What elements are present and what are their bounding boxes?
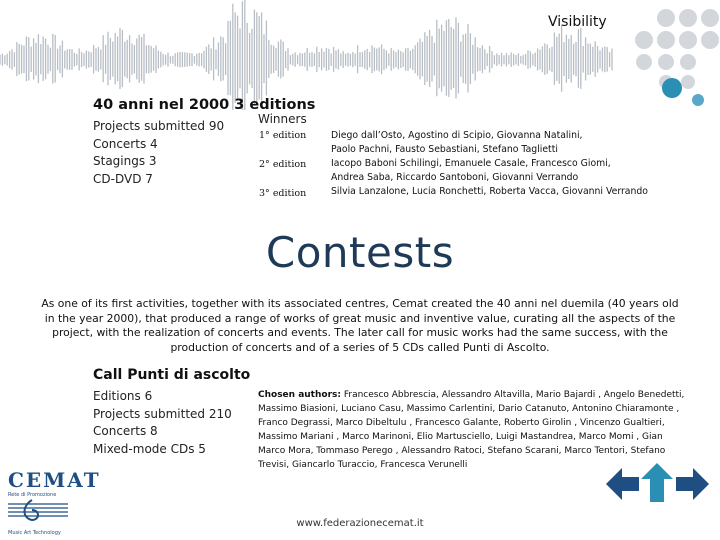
slide-header-title: Visibility [548, 14, 607, 30]
footer-url[interactable]: www.federazionecemat.it [296, 518, 424, 529]
logo-tagline: Music Art Technology [8, 530, 61, 536]
winners-label: Winners [258, 112, 307, 126]
winners-line: Iacopo Baboni Schilingi, Emanuele Casale, Francesco Giomi, [331, 158, 611, 169]
winners-names [331, 129, 648, 199]
stat-projects: Projects submitted 90 [93, 119, 225, 133]
nav-back-arrow-icon[interactable] [606, 466, 640, 502]
stat-projects: Projects submitted 210 [93, 406, 232, 421]
winners-line: Andrea Saba, Riccardo Santoboni, Giovanni Verrando [331, 172, 579, 183]
contests-description: As one of its first activities, together with its associated centres, Cemat created the 40 anni nel duemila (40 years old in the year 2000), that produced a range of works of great music and inventive value, curating all the aspects of the project, with the realization of concerts and events. The later call for music works had the same success, with the production of concerts and of a series of 5 CDs called Punti di Ascolto. [41, 297, 679, 354]
editions-section-title: 40 anni nel 2000 3 editions [93, 97, 316, 113]
edition-label-2: 2° edition [259, 159, 307, 170]
authors-list: Francesco Abbrescia, Alessandro Altavilla, Mario Bajardi , Angelo Benedetti, Massimo Biasioni, Luciano Casu, Massimo Carlentini, Dario Catanuto, Antonino Chiaramonte , Franco Degrassi, Marco Dibeltulu , Francesco Galante, Roberto Girolin , Vincenzo Gualtieri, Massimo Mariani , Marco Marinoni, Elio Martusciello, Luigi Mastandrea, Marco Momi , Gian Marco Mora, Tommaso Perego , Alessandro Ratoci, Stefano Scarani, Marco Tentori, Stefano Trevisi, Giancarlo Turaccio, Francesca Verunelli [258, 390, 685, 470]
logo-name: CEMAT [8, 468, 101, 492]
call-stats [93, 388, 232, 458]
winners-line: Diego dall’Osto, Agostino di Scipio, Giovanna Natalini, [331, 130, 583, 141]
call-section-title: Call Punti di ascolto [93, 367, 251, 383]
stat-concerts: Concerts 8 [93, 424, 158, 438]
nav-home-up-arrow-icon[interactable] [640, 463, 674, 503]
stat-editions: Editions 6 [93, 389, 153, 403]
dots-decoration [608, 0, 720, 112]
edition-label-3: 3° edition [259, 188, 307, 199]
nav-forward-arrow-icon[interactable] [675, 466, 709, 502]
stat-cd-dvd: CD-DVD 7 [93, 171, 153, 186]
contests-heading: Contests [265, 228, 455, 277]
stat-stagings: Stagings 3 [93, 154, 157, 168]
winners-line: Silvia Lanzalone, Lucia Ronchetti, Roberta Vacca, Giovanni Verrando [331, 186, 648, 197]
logo-subtitle: Rete di Promozione [8, 492, 57, 498]
winners-line: Paolo Pachni, Fausto Sebastiani, Stefano Taglietti [331, 144, 558, 155]
authors-label: Chosen authors: [258, 390, 341, 400]
stat-cds: Mixed-mode CDs 5 [93, 441, 206, 456]
chosen-authors [258, 388, 690, 472]
stat-concerts: Concerts 4 [93, 136, 158, 151]
editions-stats [93, 118, 224, 188]
edition-label-1: 1° edition [259, 130, 307, 141]
